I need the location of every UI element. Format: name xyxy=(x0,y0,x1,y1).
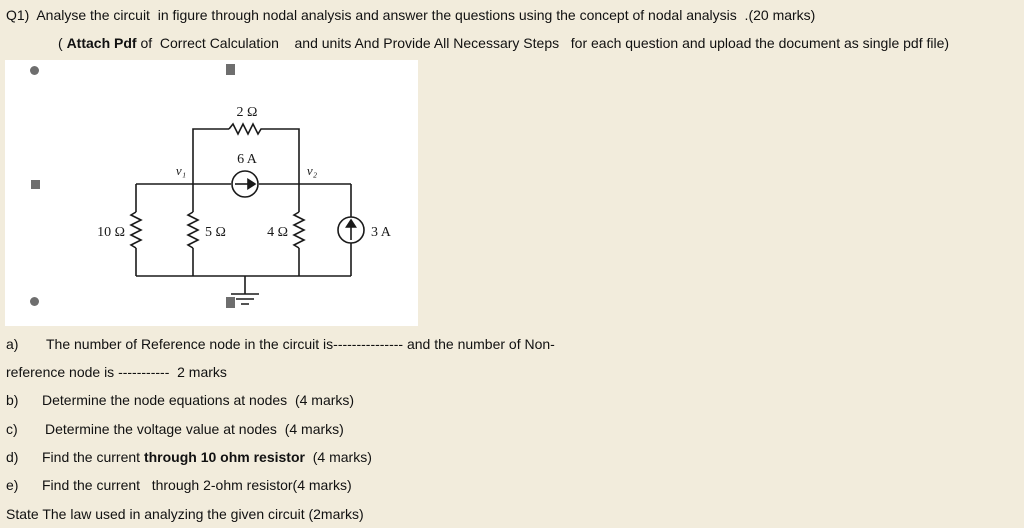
question-d-post: (4 marks) xyxy=(304,449,372,465)
question-d-text xyxy=(42,449,372,465)
question-a-text: The number of Reference node in the circuit is--------------- and the number of Non- xyxy=(46,336,555,352)
label-v2: v₂ xyxy=(306,163,318,178)
instruction-open: ( xyxy=(58,35,67,51)
resize-handle-left[interactable] xyxy=(31,180,40,189)
label-2ohm: 2 Ω xyxy=(236,105,258,120)
resize-handle-top-left[interactable] xyxy=(30,66,39,75)
label-3a: 3 A xyxy=(371,225,391,240)
question-title: Q1) Analyse the circuit in figure through nodal analysis and answer the questions using the concept of nodal analysis .(20 marks) xyxy=(6,7,816,23)
question-e-label: e) xyxy=(6,477,19,493)
question-d-pre: Find the current xyxy=(42,449,144,465)
resistor-10ohm xyxy=(131,212,141,248)
question-a-continued: reference node is ----------- 2 marks xyxy=(6,364,227,380)
instruction-rest: of Correct Calculation and units And Provide All Necessary Steps for each question and upload the document as single pdf file) xyxy=(136,35,950,51)
circuit-wires xyxy=(131,124,351,304)
question-d-bold: through 10 ohm resistor xyxy=(143,449,305,465)
question-a-label: a) xyxy=(6,336,19,352)
question-final: State The law used in analyzing the given circuit (2marks) xyxy=(6,506,364,522)
label-4ohm: 4 Ω xyxy=(267,225,288,240)
current-source-6a xyxy=(232,171,258,197)
question-b-text: Determine the node equations at nodes (4 marks) xyxy=(42,392,355,408)
resistor-2ohm xyxy=(229,124,265,134)
label-10ohm: 10 Ω xyxy=(97,225,125,240)
circuit-figure[interactable] xyxy=(5,60,418,326)
question-c-label: c) xyxy=(6,421,18,437)
resistor-5ohm xyxy=(188,212,198,248)
question-e-text: Find the current through 2-ohm resistor(4 marks) xyxy=(42,477,352,493)
question-b-label: b) xyxy=(6,392,19,408)
wire-top-left xyxy=(193,129,229,184)
resistor-4ohm xyxy=(294,212,304,248)
resize-handle-bottom-left[interactable] xyxy=(30,297,39,306)
question-c-text: Determine the voltage value at nodes (4 marks) xyxy=(45,421,344,437)
instruction-bold: Attach Pdf xyxy=(66,35,137,51)
ground-symbol xyxy=(231,276,259,304)
circuit-diagram xyxy=(5,60,418,326)
label-6a: 6 A xyxy=(237,152,257,167)
question-d-label: d) xyxy=(6,449,19,465)
label-v1: v₁ xyxy=(175,163,187,178)
current-source-3a xyxy=(338,217,364,243)
label-5ohm: 5 Ω xyxy=(205,225,226,240)
instruction-line xyxy=(58,35,949,51)
resize-handle-top[interactable] xyxy=(226,64,235,75)
resize-handle-bottom[interactable] xyxy=(226,297,235,308)
wire-top-right xyxy=(265,129,299,184)
